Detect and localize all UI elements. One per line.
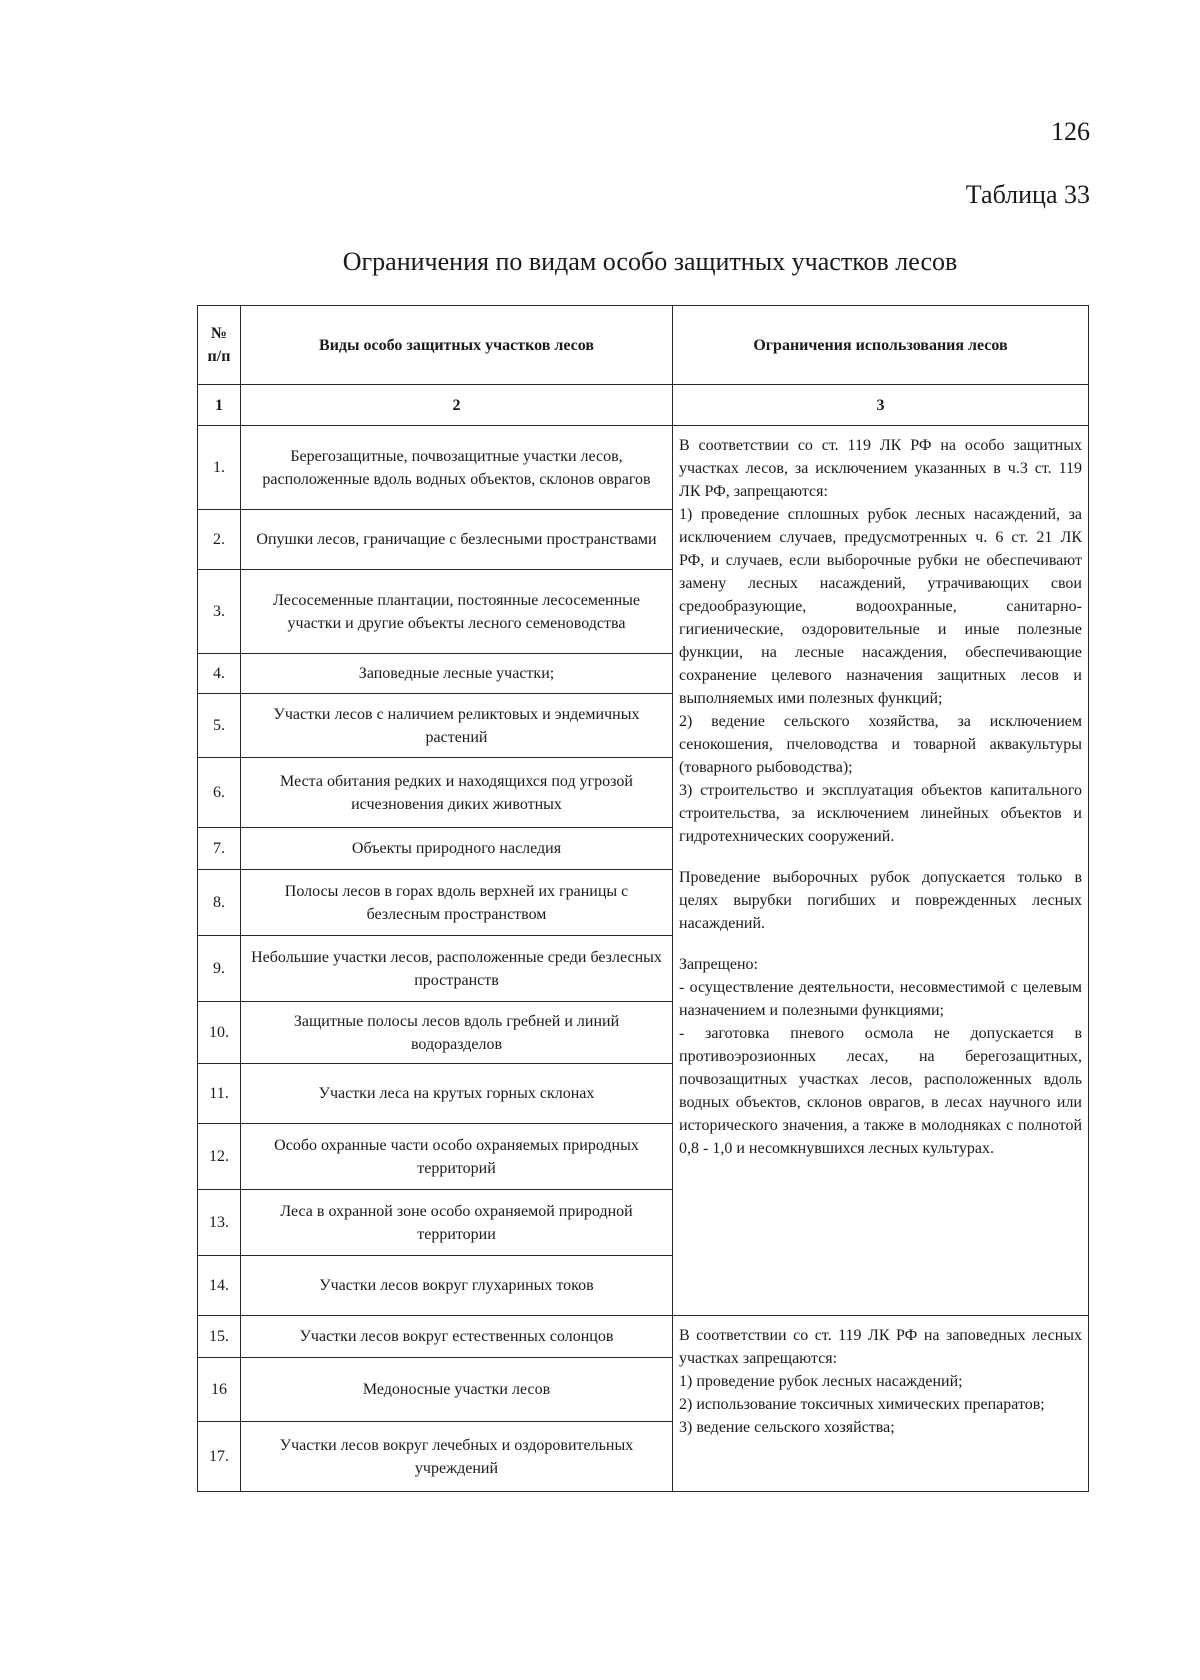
row-number: 9. xyxy=(198,936,241,1002)
row-kind: Участки лесов с наличием реликтовых и эндемичных растений xyxy=(241,694,673,758)
header-num: № п/п xyxy=(198,306,241,385)
row-number: 17. xyxy=(198,1422,241,1492)
row-number: 5. xyxy=(198,694,241,758)
row-kind: Медоносные участки лесов xyxy=(241,1358,673,1422)
forbidden-item: - осуществление деятельности, несовместимой с целевым назначением и полезными функциями; xyxy=(679,979,1082,1019)
column-number: 1 xyxy=(198,385,241,426)
row-number: 11. xyxy=(198,1064,241,1124)
row-kind: Лесосеменные плантации, постоянные лесосеменные участки и другие объекты лесного семеноводства xyxy=(241,570,673,654)
table-title: Ограничения по видам особо защитных участков лесов xyxy=(342,247,958,276)
row-kind: Участки лесов вокруг глухариных токов xyxy=(241,1256,673,1316)
forbidden-label: Запрещено: xyxy=(679,956,758,973)
row-kind: Объекты природного наследия xyxy=(241,828,673,870)
row-kind: Участки лесов вокруг естественных солонцов xyxy=(241,1316,673,1358)
row-kind: Участки леса на крутых горных склонах xyxy=(241,1064,673,1124)
table-row xyxy=(198,1316,1089,1358)
row-number: 1. xyxy=(198,426,241,510)
restrictions-cell-reserved xyxy=(673,1316,1089,1492)
row-number: 7. xyxy=(198,828,241,870)
restrictions-cell-general xyxy=(673,426,1089,1316)
header-kind: Виды особо защитных участков лесов xyxy=(241,306,673,385)
row-kind: Опушки лесов, граничащие с безлесными пространствами xyxy=(241,510,673,570)
row-kind: Заповедные лесные участки; xyxy=(241,654,673,694)
restriction-item: 1) проведение рубок лесных насаждений; xyxy=(679,1373,963,1390)
page-number: 126 xyxy=(1051,117,1090,146)
row-number: 3. xyxy=(198,570,241,654)
restriction-item: 3) ведение сельского хозяйства; xyxy=(679,1419,895,1436)
row-number: 12. xyxy=(198,1124,241,1190)
row-kind: Особо охранные части особо охраняемых природных территорий xyxy=(241,1124,673,1190)
restriction-intro: В соответствии со ст. 119 ЛК РФ на заповедных лесных участках запрещаются: xyxy=(679,1327,1082,1367)
restriction-item: 2) ведение сельского хозяйства, за исключением сенокошения, пчеловодства и товарной аквакультуры (товарного рыбоводства); xyxy=(679,713,1082,776)
forbidden-item: - заготовка пневого осмола не допускается в противоэрозионных лесах, на берегозащитных, почвозащитных участках лесов, расположенных вдоль водных объектов, склонов оврагов, в лесах научного или исторического значения, а также в молодняках с полнотой 0,8 - 1,0 и несомкнувшихся лесных культурах. xyxy=(679,1025,1082,1157)
table-row xyxy=(198,426,1089,510)
row-kind: Полосы лесов в горах вдоль верхней их границы с безлесным пространством xyxy=(241,870,673,936)
table-label: Таблица 33 xyxy=(965,180,1090,209)
row-kind: Леса в охранной зоне особо охраняемой природной территории xyxy=(241,1190,673,1256)
restrictions-table xyxy=(197,305,1089,1492)
row-kind: Берегозащитные, почвозащитные участки лесов, расположенные вдоль водных объектов, склонов оврагов xyxy=(241,426,673,510)
row-kind: Небольшие участки лесов, расположенные среди безлесных пространств xyxy=(241,936,673,1002)
restriction-intro: В соответствии со ст. 119 ЛК РФ на особо защитных участках лесов, за исключением указанных в ч.3 ст. 119 ЛК РФ, запрещаются: xyxy=(679,437,1082,500)
row-kind: Участки лесов вокруг лечебных и оздоровительных учреждений xyxy=(241,1422,673,1492)
row-number: 13. xyxy=(198,1190,241,1256)
restriction-item: 1) проведение сплошных рубок лесных насаждений, за исключением случаев, предусмотренных ч. 6 ст. 21 ЛК РФ, и случаев, если выборочные рубки не обеспечивают замену лесных насаждений, утрачивающих свои средообразующие, водоохранные, санитарно-гигиенические, оздоровительные и иные полезные функции, на лесные насаждения, обеспечивающие сохранение целевого назначения защитных лесов и выполняемых ими полезных функций; xyxy=(679,506,1082,707)
row-number: 8. xyxy=(198,870,241,936)
row-kind: Защитные полосы лесов вдоль гребней и линий водоразделов xyxy=(241,1002,673,1064)
row-number: 6. xyxy=(198,758,241,828)
row-kind: Места обитания редких и находящихся под угрозой исчезновения диких животных xyxy=(241,758,673,828)
table-header-row xyxy=(198,306,1089,385)
row-number: 15. xyxy=(198,1316,241,1358)
column-number: 3 xyxy=(673,385,1089,426)
row-number: 4. xyxy=(198,654,241,694)
restriction-item: 3) строительство и эксплуатация объектов капитального строительства, за исключением линейных объектов и гидротехнических сооружений. xyxy=(679,782,1082,845)
row-number: 2. xyxy=(198,510,241,570)
row-number: 14. xyxy=(198,1256,241,1316)
row-number: 16 xyxy=(198,1358,241,1422)
row-number: 10. xyxy=(198,1002,241,1064)
column-number: 2 xyxy=(241,385,673,426)
selective-cutting-note: Проведение выборочных рубок допускается только в целях вырубки погибших и поврежденных лесных насаждений. xyxy=(679,869,1082,932)
header-restrictions: Ограничения использования лесов xyxy=(673,306,1089,385)
restriction-item: 2) использование токсичных химических препаратов; xyxy=(679,1396,1045,1413)
column-number-row xyxy=(198,385,1089,426)
